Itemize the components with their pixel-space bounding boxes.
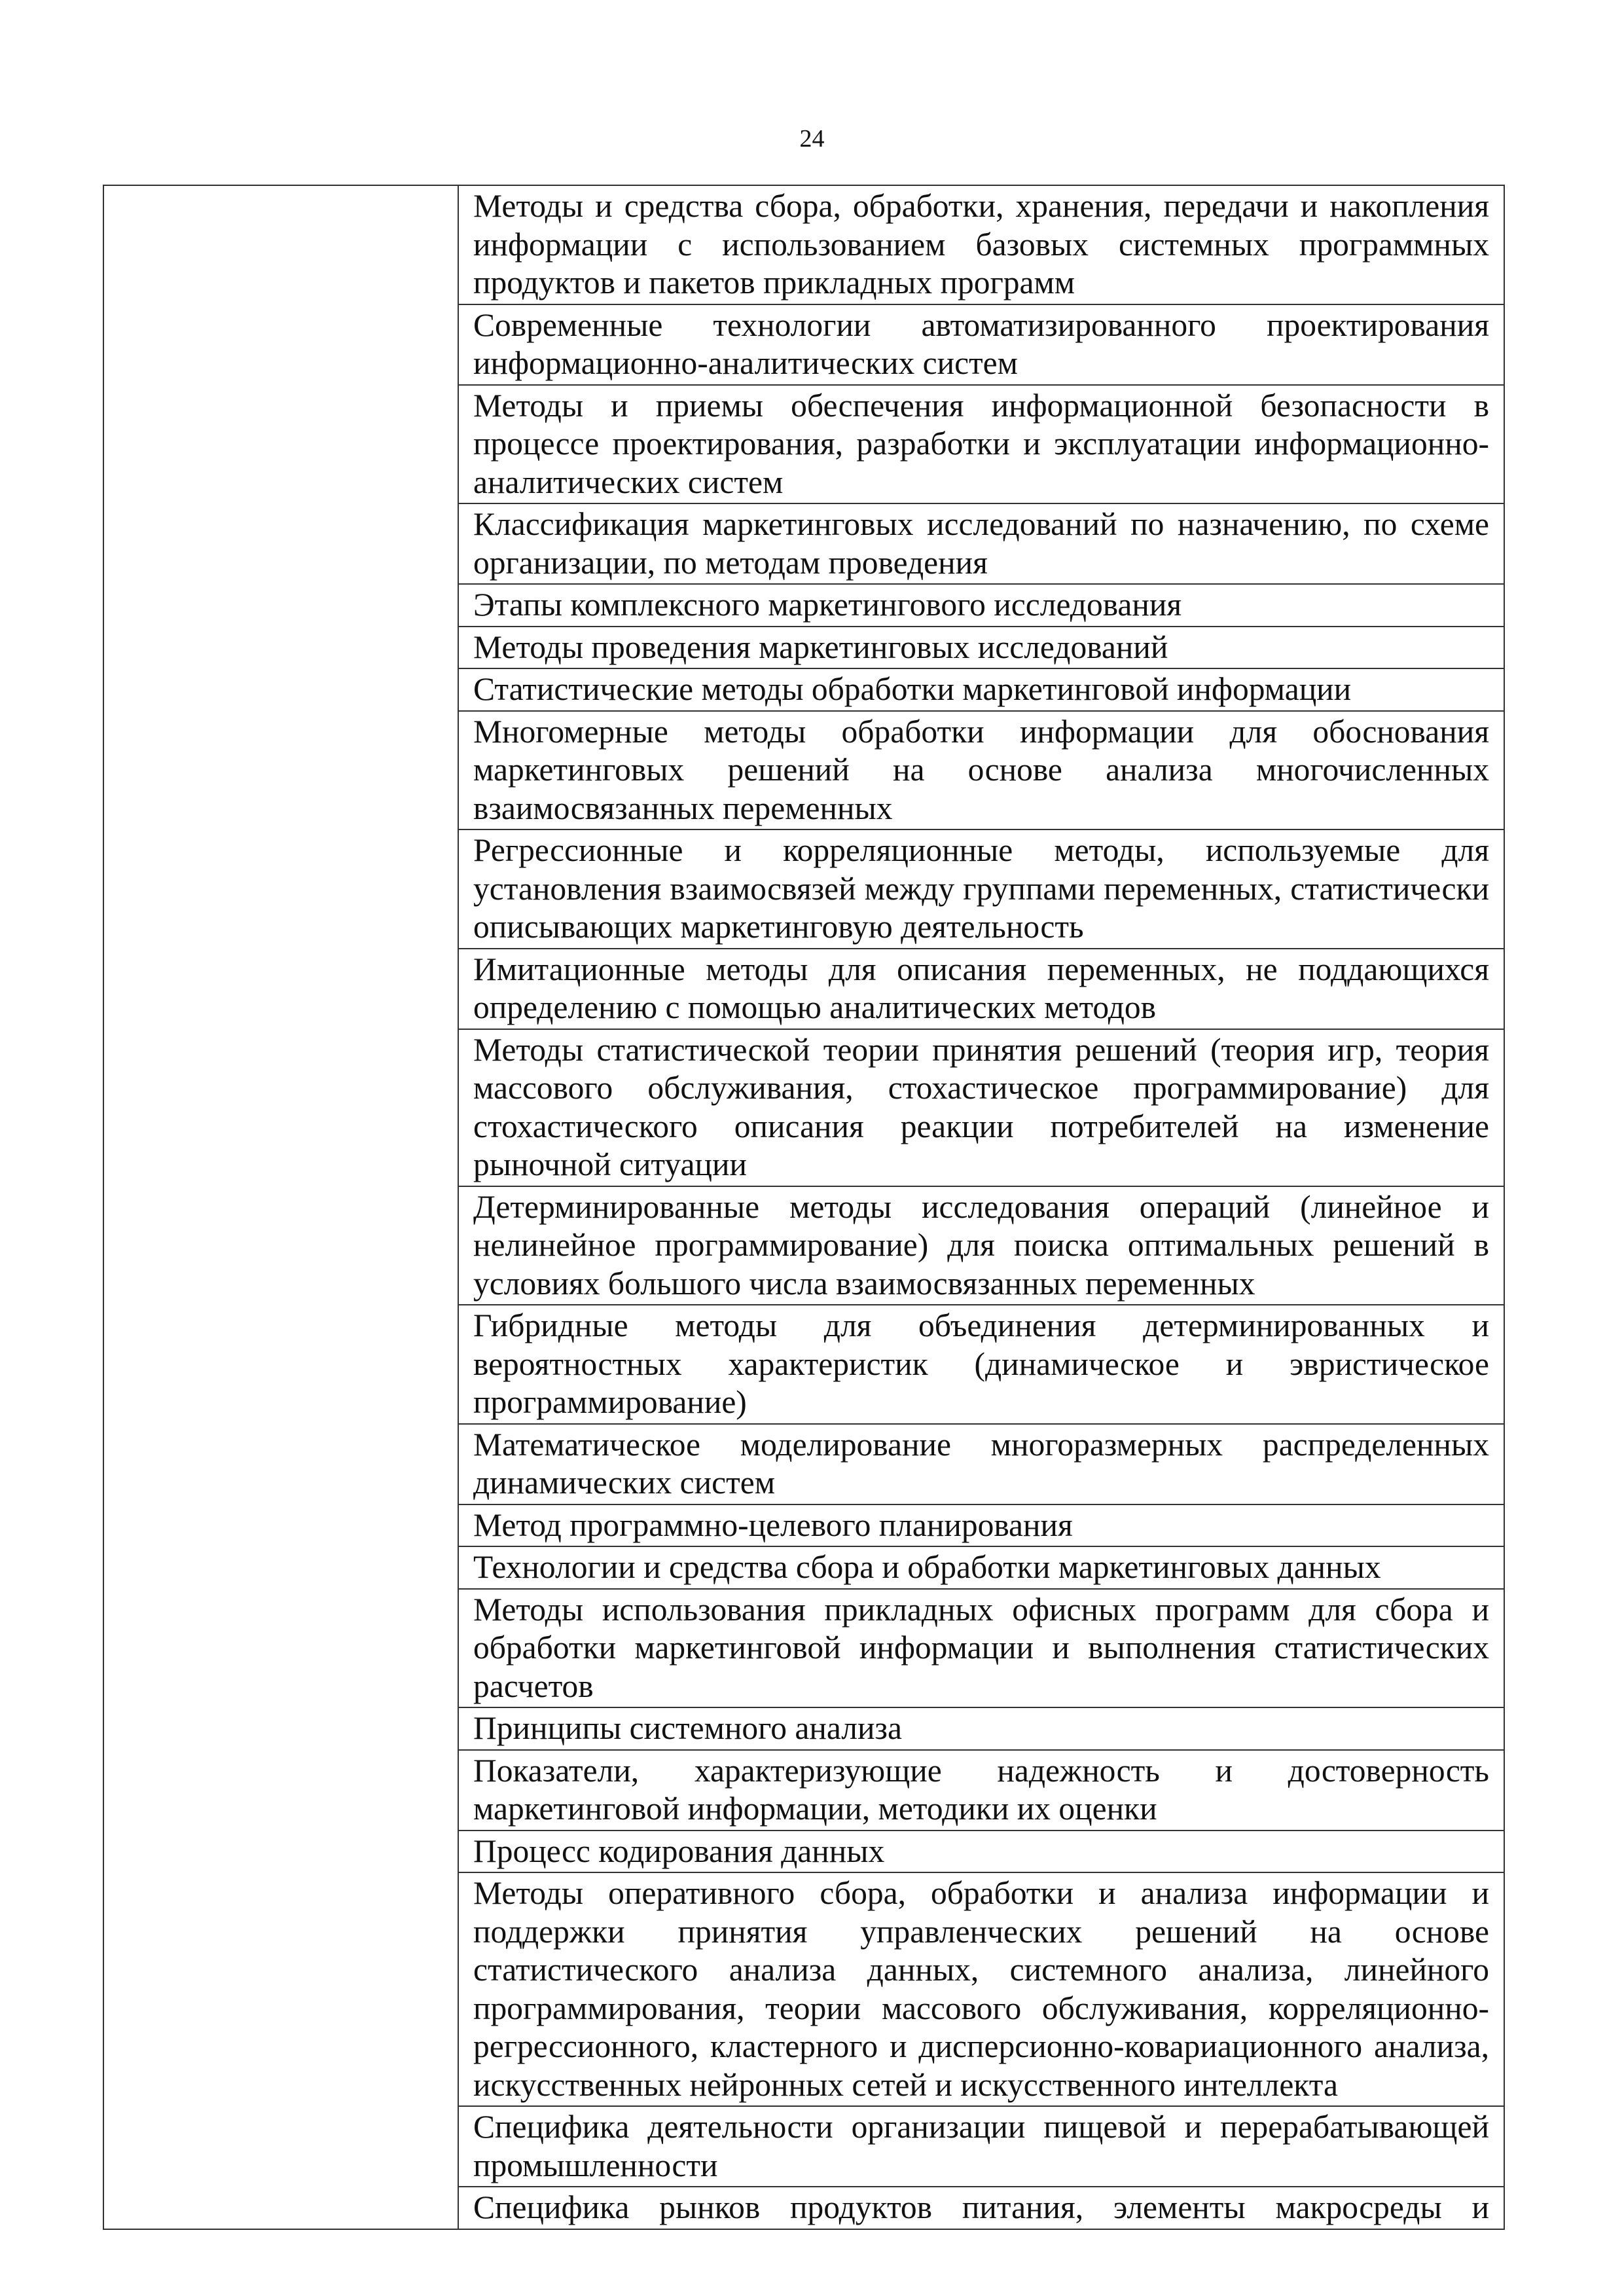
row-text: Методы и приемы обеспечения информационной безопасности в процессе проектирования, разработки и эксплуатации информационно-аналитических систем <box>458 385 1504 504</box>
row-text: Статистические методы обработки маркетинговой информации <box>458 668 1504 711</box>
row-text: Методы проведения маркетинговых исследований <box>458 627 1504 669</box>
requirements-table <box>103 185 1505 2230</box>
row-text: Принципы системного анализа <box>458 1707 1504 1750</box>
row-text: Классификация маркетинговых исследований по назначению, по схеме организации, по методам проведения <box>458 503 1504 584</box>
row-text: Регрессионные и корреляционные методы, используемые для установления взаимосвязей между группами переменных, статистически описывающих маркетинговую деятельность <box>458 829 1504 949</box>
page-number: 24 <box>799 125 825 153</box>
row-text: Методы использования прикладных офисных программ для сбора и обработки маркетинговой информации и выполнения статистических расчетов <box>458 1589 1504 1708</box>
row-text: Технологии и средства сбора и обработки маркетинговых данных <box>458 1546 1504 1589</box>
row-text: Процесс кодирования данных <box>458 1831 1504 1873</box>
empty-left-cell <box>103 185 458 2229</box>
row-text: Специфика рынков продуктов питания, элементы макросреды и <box>458 2187 1504 2229</box>
row-text: Специфика деятельности организации пищевой и перерабатывающей промышленности <box>458 2106 1504 2187</box>
row-text: Современные технологии автоматизированного проектирования информационно-аналитических систем <box>458 304 1504 385</box>
row-text: Имитационные методы для описания переменных, не поддающихся определению с помощью аналитических методов <box>458 949 1504 1029</box>
row-text: Показатели, характеризующие надежность и достоверность маркетинговой информации, методики их оценки <box>458 1750 1504 1831</box>
row-text: Метод программно-целевого планирования <box>458 1504 1504 1547</box>
row-text: Многомерные методы обработки информации для обоснования маркетинговых решений на основе анализа многочисленных взаимосвязанных переменных <box>458 711 1504 830</box>
row-text: Математическое моделирование многоразмерных распределенных динамических систем <box>458 1424 1504 1504</box>
row-text: Методы оперативного сбора, обработки и анализа информации и поддержки принятия управленческих решений на основе статистического анализа данных, системного анализа, линейного программирования, теории массового обслуживания, корреляционно-регрессионного, кластерного и дисперсионно-ковариационного анализа, искусственных нейронных сетей и искусственного интеллекта <box>458 1872 1504 2106</box>
row-text: Этапы комплексного маркетингового исследования <box>458 584 1504 627</box>
row-text: Методы статистической теории принятия решений (теория игр, теория массового обслуживания, стохастическое программирование) для стохастического описания реакции потребителей на изменение рыночной ситуации <box>458 1029 1504 1186</box>
requirements-table-body <box>103 185 1504 2229</box>
table-row <box>103 185 1504 304</box>
row-text: Гибридные методы для объединения детерминированных и вероятностных характеристик (динамическое и эвристическое программирование) <box>458 1305 1504 1424</box>
row-text: Методы и средства сбора, обработки, хранения, передачи и накопления информации с использованием базовых системных программных продуктов и пакетов прикладных программ <box>458 185 1504 304</box>
row-text: Детерминированные методы исследования операций (линейное и нелинейное программирование) для поиска оптимальных решений в условиях большого числа взаимосвязанных переменных <box>458 1186 1504 1305</box>
